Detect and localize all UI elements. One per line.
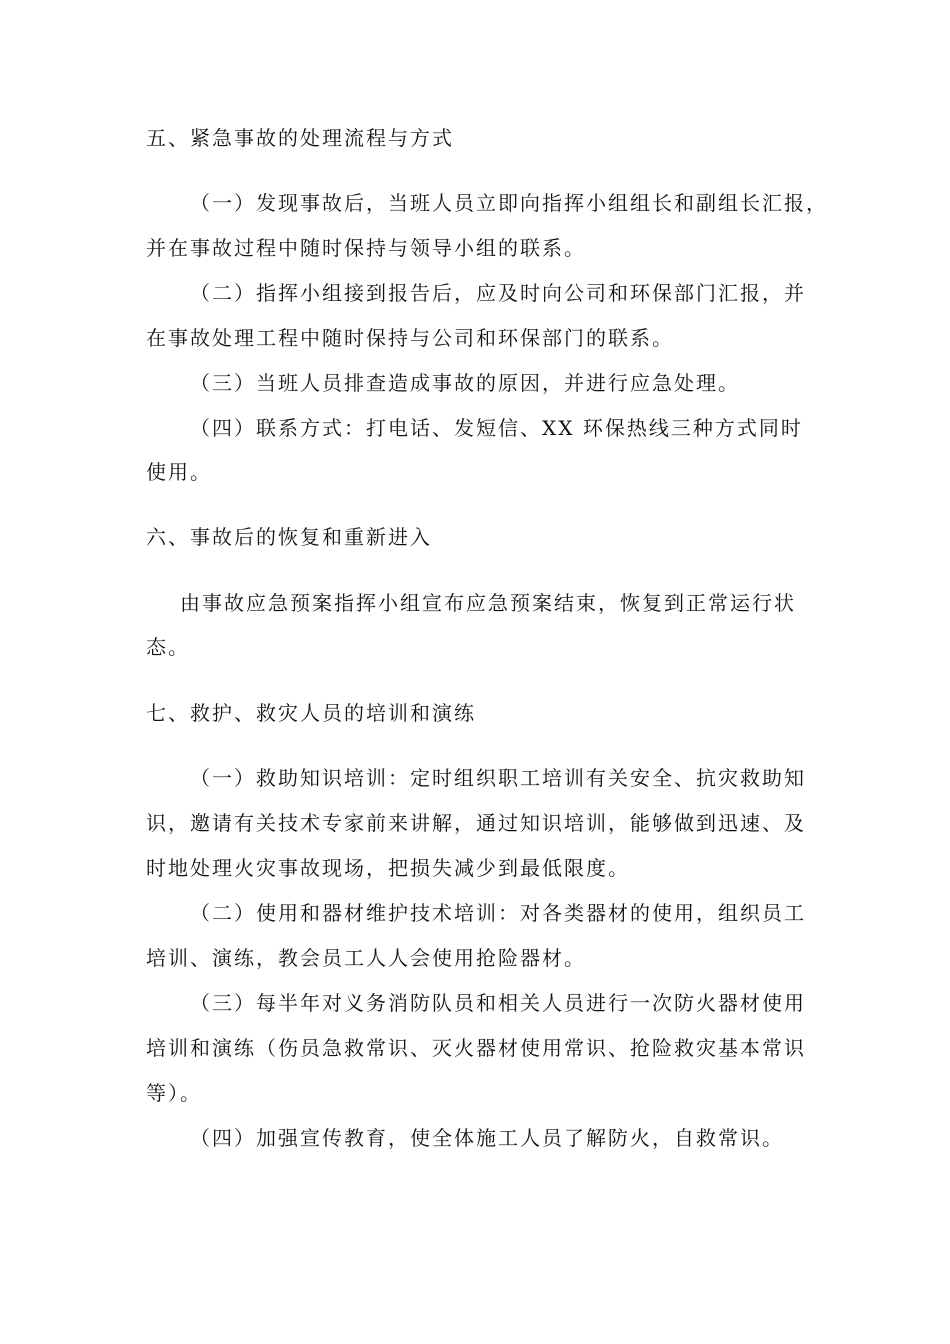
paragraph-line: （四）加强宣传教育，使全体施工人员了解防火，自救常识。 <box>190 1126 784 1150</box>
paragraph-line: （二）指挥小组接到报告后，应及时向公司和环保部门汇报，并 <box>190 281 806 305</box>
section-heading-6: 六、事故后的恢复和重新进入 <box>146 525 432 549</box>
paragraph-line: （三）当班人员排查造成事故的原因，并进行应急处理。 <box>190 371 740 395</box>
paragraph-line: 识，邀请有关技术专家前来讲解，通过知识培训，能够做到迅速、及 <box>146 811 806 835</box>
paragraph-line: 培训、演练，教会员工人人会使用抢险器材。 <box>146 946 586 970</box>
paragraph-line: 态。 <box>146 635 190 659</box>
paragraph-line: 由事故应急预案指挥小组宣布应急预案结束，恢复到正常运行状 <box>180 591 796 615</box>
paragraph-line: 并在事故过程中随时保持与领导小组的联系。 <box>146 236 586 260</box>
paragraph-line: （一）发现事故后，当班人员立即向指挥小组组长和副组长汇报， <box>190 191 828 215</box>
section-heading-7: 七、救护、救灾人员的培训和演练 <box>146 701 476 725</box>
paragraph-line: 在事故处理工程中随时保持与公司和环保部门的联系。 <box>146 326 674 350</box>
paragraph-line: 等）。 <box>146 1081 202 1105</box>
paragraph-line: （三）每半年对义务消防队员和相关人员进行一次防火器材使用 <box>190 991 806 1015</box>
paragraph-line: 时地处理火灾事故现场，把损失减少到最低限度。 <box>146 856 630 880</box>
paragraph-line: （二）使用和器材维护技术培训：对各类器材的使用，组织员工 <box>190 901 806 925</box>
paragraph-line: 使用。 <box>146 460 212 484</box>
paragraph-line: （四）联系方式：打电话、发短信、XX 环保热线三种方式同时 <box>190 416 803 440</box>
section-heading-5: 五、紧急事故的处理流程与方式 <box>146 126 454 150</box>
paragraph-line: 培训和演练（伤员急救常识、灭火器材使用常识、抢险救灾基本常识 <box>146 1036 806 1060</box>
paragraph-line: （一）救助知识培训：定时组织职工培训有关安全、抗灾救助知 <box>190 766 806 790</box>
